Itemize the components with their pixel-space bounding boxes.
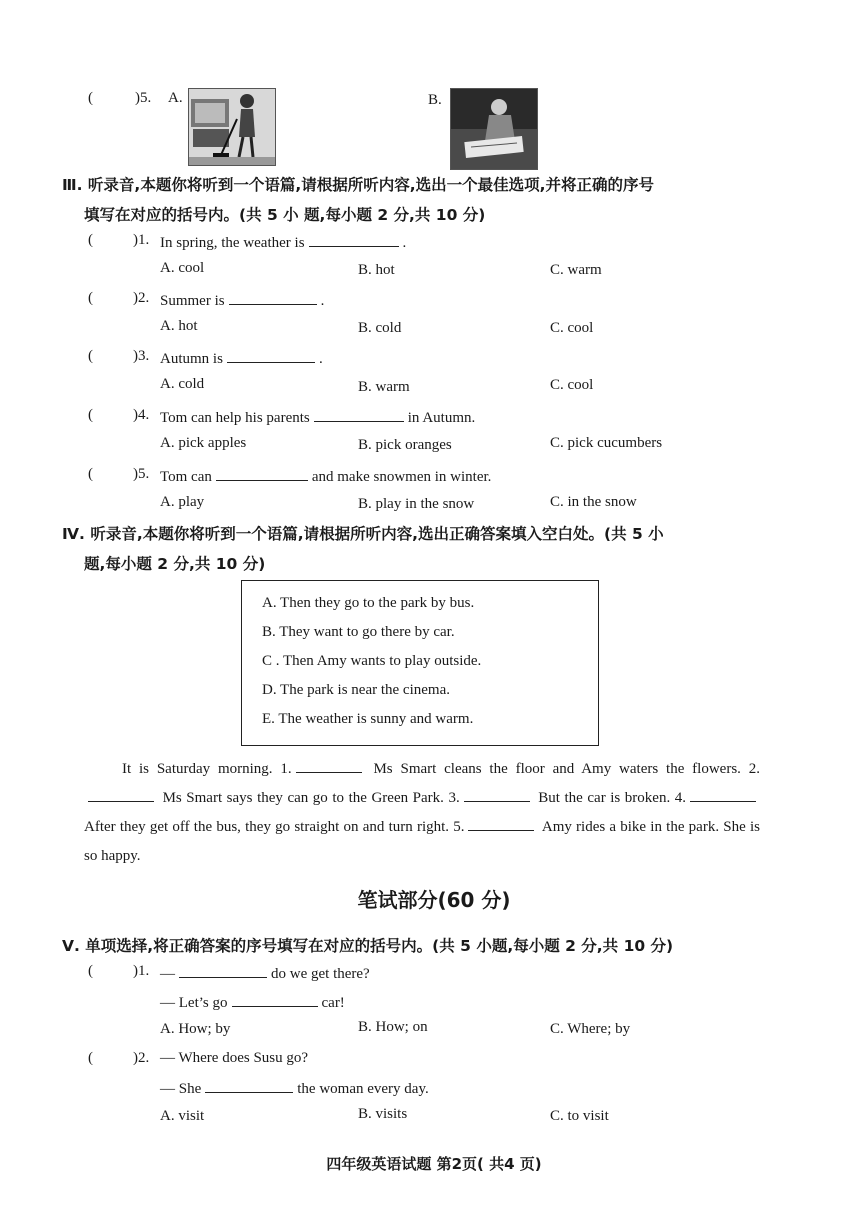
s5-q2-option-a: A. visit bbox=[160, 1108, 205, 1124]
s3-q2-option-a: A. hot bbox=[160, 318, 198, 334]
box-option-b: B. They want to go there by car. bbox=[262, 624, 455, 640]
answer-blank[interactable] bbox=[227, 348, 315, 363]
s3-q3-number: )3. bbox=[133, 348, 150, 364]
q5-option-a-label: A. bbox=[168, 90, 183, 106]
s3-q5-option-a: A. play bbox=[160, 494, 205, 510]
sentence-options-box bbox=[241, 580, 599, 746]
s3-q4-option-c: C. pick cucumbers bbox=[550, 435, 663, 451]
s3-q4-option-a: A. pick apples bbox=[160, 435, 247, 451]
s3-q5-option-b: B. play in the snow bbox=[358, 496, 475, 512]
s3-q4-option-b: B. pick oranges bbox=[358, 437, 452, 453]
section4-title-line1: Ⅳ. 听录音,本题你将听到一个语篇,请根据所听内容,选出正确答案填入空白处。(共 5 小 bbox=[62, 525, 664, 543]
passage-blank-1[interactable] bbox=[296, 758, 362, 773]
s5-q2-option-c: C. to visit bbox=[550, 1108, 609, 1124]
s3-q4-paren[interactable]: ( bbox=[88, 407, 93, 423]
q5-option-b-label: B. bbox=[428, 92, 442, 108]
answer-blank[interactable] bbox=[232, 992, 318, 1007]
s3-q5-paren[interactable]: ( bbox=[88, 466, 93, 482]
s3-q5-number: )5. bbox=[133, 466, 150, 482]
s5-q2-line2: — She the woman every day. bbox=[160, 1078, 429, 1098]
s5-q2-paren[interactable]: ( bbox=[88, 1050, 93, 1066]
box-option-c: C . Then Amy wants to play outside. bbox=[262, 653, 482, 669]
s5-q1-number: )1. bbox=[133, 963, 150, 979]
s3-q5-stem: Tom can and make snowmen in winter. bbox=[160, 466, 491, 486]
s5-q2-option-b: B. visits bbox=[358, 1106, 408, 1122]
s3-q3-option-a: A. cold bbox=[160, 376, 205, 392]
s3-q1-option-c: C. warm bbox=[550, 262, 602, 278]
s3-q2-option-c: C. cool bbox=[550, 320, 594, 336]
answer-blank[interactable] bbox=[314, 407, 404, 422]
section4-title-line2: 题,每小题 2 分,共 10 分) bbox=[84, 555, 266, 573]
s3-q1-stem: In spring, the weather is . bbox=[160, 232, 406, 252]
s3-q3-option-b: B. warm bbox=[358, 379, 410, 395]
s3-q2-option-b: B. cold bbox=[358, 320, 402, 336]
passage: It is Saturday morning. 1. Ms Smart cleans the floor and Amy waters the flowers. 2. Ms Smart says they can go to the Green Park. 3. But the car is broken. 4. After they get off the bus, they go straight on and turn right. 5. Amy rides a bike in the park. She is so happy. bbox=[84, 755, 760, 871]
s5-q1-option-b: B. How; on bbox=[358, 1019, 428, 1035]
s5-q1-line2: — Let’s go car! bbox=[160, 992, 345, 1012]
s3-q5-option-c: C. in the snow bbox=[550, 494, 637, 510]
cleaning-picture bbox=[188, 88, 276, 166]
section5-title: Ⅴ. 单项选择,将正确答案的序号填写在对应的括号内。(共 5 小题,每小题 2 分,共 10 分) bbox=[62, 937, 674, 955]
s3-q4-stem: Tom can help his parents in Autumn. bbox=[160, 407, 475, 427]
answer-blank[interactable] bbox=[229, 290, 317, 305]
answer-blank[interactable] bbox=[179, 963, 267, 978]
s5-q1-paren[interactable]: ( bbox=[88, 963, 93, 979]
page-footer: 四年级英语试题 第2页( 共4 页) bbox=[326, 1155, 542, 1173]
passage-blank-4[interactable] bbox=[690, 787, 756, 802]
s5-q1-option-a: A. How; by bbox=[160, 1021, 231, 1037]
s3-q1-option-a: A. cool bbox=[160, 260, 205, 276]
box-option-a: A. Then they go to the park by bus. bbox=[262, 595, 475, 611]
answer-blank[interactable] bbox=[216, 466, 308, 481]
passage-blank-3[interactable] bbox=[464, 787, 530, 802]
s3-q3-option-c: C. cool bbox=[550, 377, 594, 393]
s3-q4-number: )4. bbox=[133, 407, 150, 423]
section3-title-line2: 填写在对应的括号内。(共 5 小 题,每小题 2 分,共 10 分) bbox=[84, 206, 486, 224]
reading-picture bbox=[450, 88, 538, 170]
q5-number: )5. bbox=[135, 90, 152, 106]
answer-blank[interactable] bbox=[205, 1078, 293, 1093]
s3-q2-stem: Summer is . bbox=[160, 290, 324, 310]
box-option-e: E. The weather is sunny and warm. bbox=[262, 711, 474, 727]
s3-q1-option-b: B. hot bbox=[358, 262, 395, 278]
passage-blank-5[interactable] bbox=[468, 816, 534, 831]
s5-q1-line1: — do we get there? bbox=[160, 963, 370, 983]
s5-q2-number: )2. bbox=[133, 1050, 150, 1066]
answer-blank[interactable] bbox=[309, 232, 399, 247]
s3-q2-paren[interactable]: ( bbox=[88, 290, 93, 306]
s3-q2-number: )2. bbox=[133, 290, 150, 306]
q5-paren-open: ( bbox=[88, 90, 93, 106]
box-option-d: D. The park is near the cinema. bbox=[262, 682, 450, 698]
s5-q1-option-c: C. Where; by bbox=[550, 1021, 631, 1037]
s3-q1-number: )1. bbox=[133, 232, 150, 248]
section3-title-line1: Ⅲ. 听录音,本题你将听到一个语篇,请根据所听内容,选出一个最佳选项,并将正确的序号 bbox=[62, 176, 654, 194]
s3-q3-stem: Autumn is . bbox=[160, 348, 323, 368]
s5-q2-line1: — Where does Susu go? bbox=[160, 1050, 309, 1066]
s3-q1-paren[interactable]: ( bbox=[88, 232, 93, 248]
s3-q3-paren[interactable]: ( bbox=[88, 348, 93, 364]
passage-blank-2[interactable] bbox=[88, 787, 154, 802]
written-part-title: 笔试部分(60 分) bbox=[357, 888, 511, 912]
